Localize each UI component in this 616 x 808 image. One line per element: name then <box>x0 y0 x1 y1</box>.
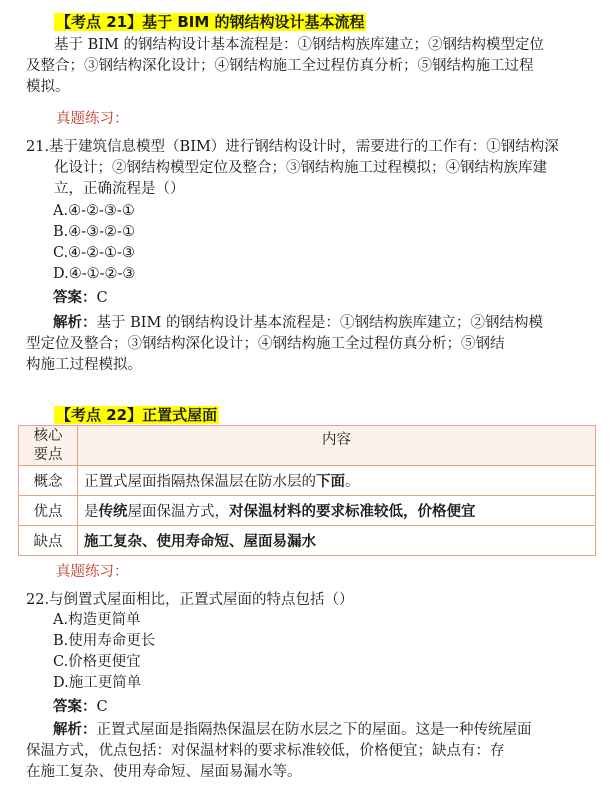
para-line: 模拟。 <box>26 79 70 95</box>
answer-label: 答案： <box>53 699 97 715</box>
practice-label: 真题练习： <box>56 111 129 127</box>
stem-line: 21.基于建筑信息模型（BIM）进行钢结构设计时，需要进行的工作有：①钢结构深 <box>26 139 559 155</box>
row-content-pros: 是传统屋面保温方式，对保温材料的要求标准较低，价格便宜 <box>78 496 596 526</box>
stem-line: 立，正确流程是（） <box>54 181 185 197</box>
analysis-line: 在施工复杂、使用寿命短、屋面易漏水等。 <box>26 764 302 780</box>
para-line: 及整合；③钢结构深化设计；④钢结构施工全过程仿真分析；⑤钢结构施工过程 <box>26 58 534 74</box>
question-22-analysis <box>26 720 596 783</box>
analysis-line: 正置式屋面是指隔热保温层在防水层之下的屋面。这是一种传统屋面 <box>96 722 532 738</box>
row-label-cons: 缺点 <box>19 526 78 556</box>
row-content-cons: 施工复杂、使用寿命短、屋面易漏水 <box>78 526 596 556</box>
question-22-answer <box>53 697 108 718</box>
table-row <box>19 526 596 556</box>
question-21-stem <box>26 137 596 200</box>
answer-label: 答案： <box>53 290 97 306</box>
table-row <box>19 466 596 496</box>
table-row <box>19 496 596 526</box>
section-21-heading: 【考点 21】基于 BIM 的钢结构设计基本流程 <box>56 13 365 31</box>
section-22-heading: 【考点 22】正置式屋面 <box>56 406 218 424</box>
question-22-stem: 22.与倒置式屋面相比，正置式屋面的特点包括（） <box>26 592 354 608</box>
analysis-label: 解析： <box>53 315 97 331</box>
option-d: D.④-①-②-③ <box>53 266 136 282</box>
answer-value: C <box>96 699 108 715</box>
answer-value: C <box>96 290 108 306</box>
row-label-pros: 优点 <box>19 496 78 526</box>
analysis-line: 保温方式，优点包括：对保温材料的要求标准较低，价格便宜；缺点有：存 <box>26 743 505 759</box>
question-21-options <box>53 201 135 285</box>
option-b: B.使用寿命更长 <box>53 633 156 649</box>
header-content: 内容 <box>78 426 596 466</box>
section-21-paragraph <box>26 35 596 98</box>
row-label-concept: 概念 <box>19 466 78 496</box>
option-c: C.④-②-①-③ <box>53 245 135 261</box>
stem-line: 化设计；②钢结构模型定位及整合；③钢结构施工过程模拟；④钢结构族库建 <box>54 160 547 176</box>
table-header-row <box>19 426 596 466</box>
row-content-concept: 正置式屋面指隔热保温层在防水层的下面。 <box>78 466 596 496</box>
option-a: A.构造更简单 <box>53 612 141 628</box>
analysis-label: 解析： <box>53 722 97 738</box>
question-21-answer <box>53 288 108 309</box>
option-d: D.施工更简单 <box>53 675 142 691</box>
practice-label: 真题练习： <box>56 564 129 580</box>
option-a: A.④-②-③-① <box>53 203 135 219</box>
para-line: 基于 BIM 的钢结构设计基本流程是：①钢结构族库建立；②钢结构模型定位 <box>54 37 544 53</box>
option-c: C.价格更便宜 <box>53 654 141 670</box>
question-21-analysis <box>26 313 596 376</box>
header-key-points: 核心 要点 <box>19 426 78 466</box>
key-point-table <box>18 425 596 556</box>
option-b: B.④-③-②-① <box>53 224 135 240</box>
analysis-line: 基于 BIM 的钢结构设计基本流程是：①钢结构族库建立；②钢结构模 <box>96 315 543 331</box>
analysis-line: 构施工过程模拟。 <box>26 357 142 373</box>
question-22-options <box>53 610 155 694</box>
analysis-line: 型定位及整合；③钢结构深化设计；④钢结构施工全过程仿真分析；⑤钢结 <box>26 336 505 352</box>
